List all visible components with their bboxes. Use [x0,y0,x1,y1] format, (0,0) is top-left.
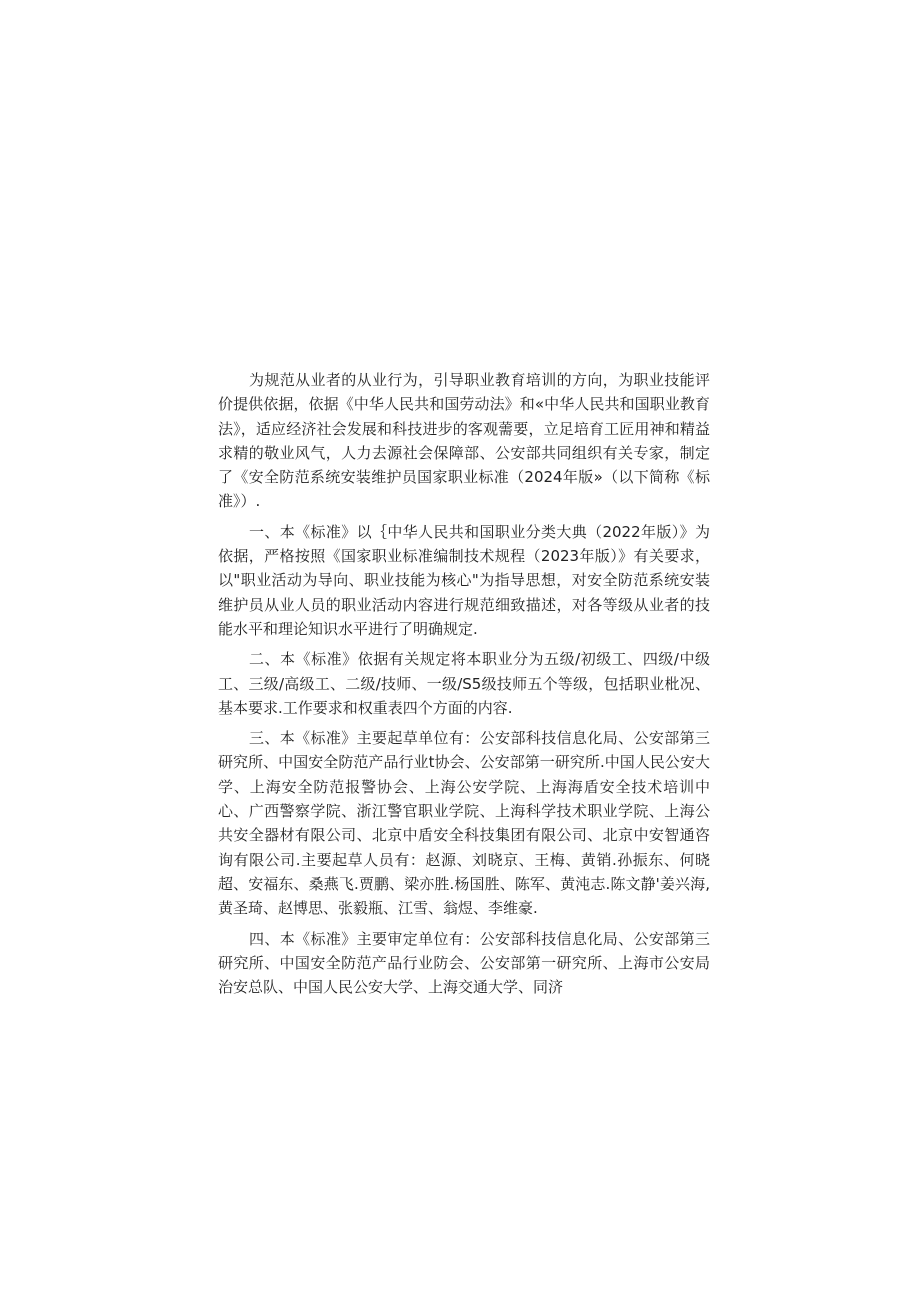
paragraph-preface: 为规范从业者的从业行为，引导职业教育培训的方向，为职业技能评价提供依据，依据《中华人民共和国劳动法》和«中华人民共和国职业教育法》，适应经济社会发展和科技进步的客观薷要，立足培育工匠用神和精益求精的敬业风气，人力去源社会保障部、公安部共同组织有关专家，制定了《安全防范系统安装维护员国家职业标准（2024年版»（以下简称《标准》）. [218,371,710,511]
paragraph-item-4: 四、本《标准》主要审定单位有：公安部科技信息化局、公安部第三研究所、中国安全防范产品行业防会、公安部第一研究所、上海市公安局治安总队、中国人民公安大学、上海交通大学、同济 [218,929,710,997]
paragraph-item-1: 一、本《标准》以｛中华人民共和国职业分类大典（2022年版）》为依据，严格按照《国家职业标准编制技术规程（2023年版）》有关要求，以"职业活动为导向、职业技能为核心"为指导思想，对安全防范系统安装维护员从业人员的职业活动内容进行规范细致描述，对各等级从业者的技能水平和理论知识水平进行了明确规定. [218,522,710,638]
document-body [218,368,710,1005]
paragraph-item-3: 三、本《标准》主要起草单位有：公安部科技信息化局、公安部第三研究所、中国安全防范产品行业t协会、公安部第一研究所.中国人民公安大学、上海安全防范报警协会、上海公安学院、上海海盾安全技术培训中心、广西警察学院、浙江警官职业学院、上海科学技术职业学院、上海公共安全器材有限公司、北京中盾安全科技集团有限公司、北京中安智通咨询有限公司.主要起草人员有：赵源、刘晓京、王梅、黄销.孙振东、何晓超、安福东、桑燕飞.贾鹏、梁亦胜.杨国胜、陈军、黄沌志.陈文静'姜兴海,黄圣琦、赵博思、张毅瓶、江雪、翁煜、李维豪. [218,729,710,918]
paragraph-item-2: 二、本《标准》依据有关规定将本职业分为五级/初级工、四级/中级工、三级/高级工、二级/技师、一级/S5级技师五个等级，包括职业枇况、基本要求.工作要求和权重表四个方面的内容. [218,650,710,717]
